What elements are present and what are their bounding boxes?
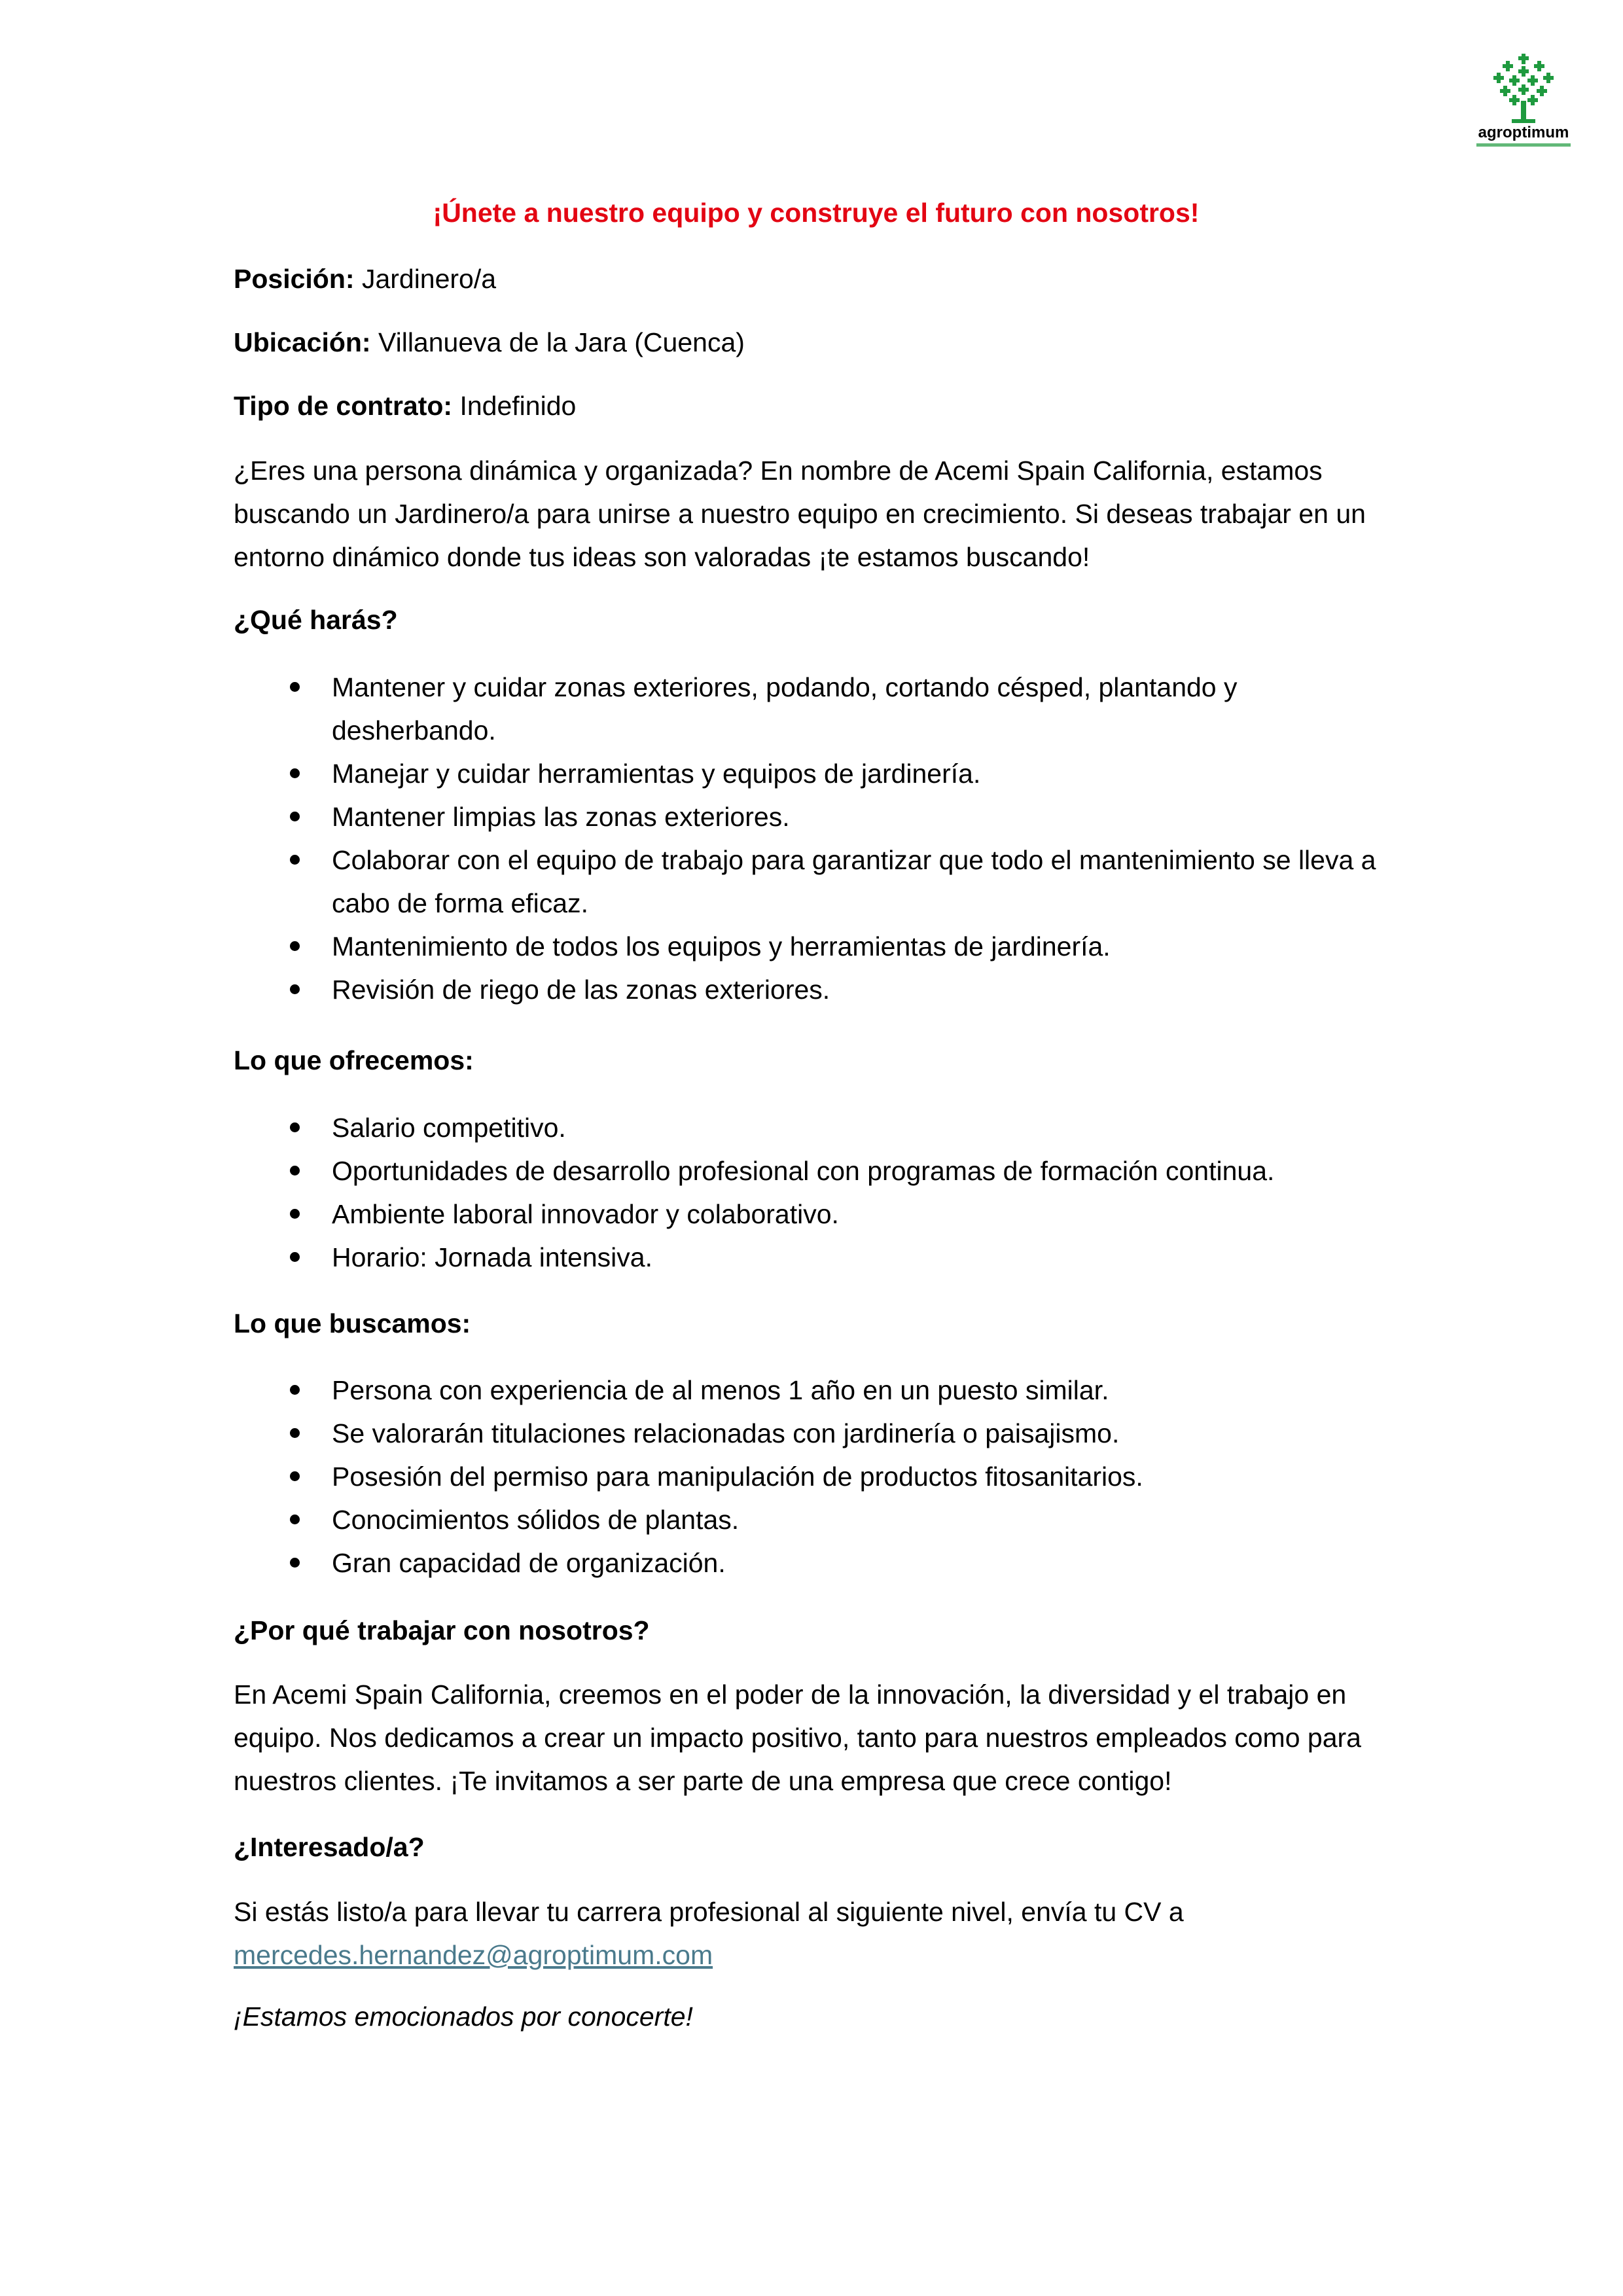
- list-item: Mantenimiento de todos los equipos y herramientas de jardinería.: [234, 925, 1399, 968]
- list-item: Se valorarán titulaciones relacionadas con jardinería o paisajismo.: [234, 1412, 1399, 1455]
- company-logo: [1471, 54, 1576, 152]
- field-position-label: Posición:: [234, 264, 355, 294]
- logo-wordmark: agroptimum: [1478, 124, 1569, 141]
- bullet-icon: [290, 1252, 300, 1262]
- requirements-heading: Lo que buscamos:: [234, 1308, 471, 1338]
- bullet-icon: [290, 1166, 300, 1175]
- bullet-icon: [290, 1122, 300, 1132]
- interested-paragraph: [234, 1890, 1399, 1977]
- tasks-heading: ¿Qué harás?: [234, 605, 398, 635]
- interested-text: Si estás listo/a para llevar tu carrera profesional al siguiente nivel, envía tu CV a: [234, 1897, 1184, 1927]
- bullet-icon: [290, 1471, 300, 1481]
- field-position: [234, 260, 496, 298]
- list-item: Ambiente laboral innovador y colaborativo.: [234, 1193, 1399, 1236]
- field-contract-label: Tipo de contrato:: [234, 391, 453, 421]
- list-item: Revisión de riego de las zonas exteriores.: [234, 968, 1399, 1011]
- field-location-label: Ubicación:: [234, 327, 371, 357]
- list-item: Oportunidades de desarrollo profesional con programas de formación continua.: [234, 1149, 1399, 1193]
- list-item: Salario competitivo.: [234, 1106, 1399, 1149]
- email-link[interactable]: mercedes.hernandez@agroptimum.com: [234, 1940, 713, 1970]
- bullet-icon: [290, 1385, 300, 1395]
- field-location-value: Villanueva de la Jara (Cuenca): [378, 327, 745, 357]
- why-paragraph: En Acemi Spain California, creemos en el poder de la innovación, la diversidad y el trabajo en equipo. Nos dedicamos a crear un impacto positivo, tanto para nuestros empleados como para nuestros clientes. ¡Te invitamos a ser parte de una empresa que crece contigo!: [234, 1679, 1361, 1796]
- interested-heading: ¿Interesado/a?: [234, 1832, 425, 1862]
- list-item: Gran capacidad de organización.: [234, 1541, 1399, 1585]
- list-item: Posesión del permiso para manipulación de productos fitosanitarios.: [234, 1455, 1399, 1498]
- bullet-icon: [290, 1558, 300, 1568]
- bullet-icon: [290, 682, 300, 692]
- bullet-icon: [290, 768, 300, 778]
- requirements-list: [234, 1369, 1399, 1585]
- field-location: [234, 323, 745, 361]
- list-item: Mantener limpias las zonas exteriores.: [234, 795, 1399, 838]
- list-item: Mantener y cuidar zonas exteriores, podando, cortando césped, plantando y desherbando.: [234, 666, 1399, 752]
- field-contract: [234, 387, 576, 425]
- offer-heading: Lo que ofrecemos:: [234, 1045, 474, 1075]
- list-item: Colaborar con el equipo de trabajo para garantizar que todo el mantenimiento se lleva a cabo de forma eficaz.: [234, 838, 1399, 925]
- offer-list: [234, 1106, 1399, 1279]
- tree-icon: [1471, 54, 1576, 152]
- list-item: Persona con experiencia de al menos 1 año en un puesto similar.: [234, 1369, 1399, 1412]
- bullet-icon: [290, 855, 300, 865]
- bullet-icon: [290, 984, 300, 994]
- page-title: ¡Únete a nuestro equipo y construye el futuro con nosotros!: [433, 198, 1200, 228]
- tasks-list: [234, 666, 1399, 1011]
- list-item: Manejar y cuidar herramientas y equipos de jardinería.: [234, 752, 1399, 795]
- closing-line: ¡Estamos emocionados por conocerte!: [234, 2001, 693, 2032]
- bullet-icon: [290, 1515, 300, 1524]
- bullet-icon: [290, 1428, 300, 1438]
- why-heading: ¿Por qué trabajar con nosotros?: [234, 1615, 650, 1645]
- intro-paragraph: ¿Eres una persona dinámica y organizada? En nombre de Acemi Spain California, estamos buscando un Jardinero/a para unirse a nuestro equipo en crecimiento. Si deseas trabajar en un entorno dinámico donde tus ideas son valoradas ¡te estamos buscando!: [234, 456, 1366, 572]
- list-item: Conocimientos sólidos de plantas.: [234, 1498, 1399, 1541]
- bullet-icon: [290, 1209, 300, 1219]
- list-item: Horario: Jornada intensiva.: [234, 1236, 1399, 1279]
- bullet-icon: [290, 812, 300, 821]
- field-contract-value: Indefinido: [459, 391, 577, 421]
- bullet-icon: [290, 941, 300, 951]
- field-position-value: Jardinero/a: [361, 264, 497, 294]
